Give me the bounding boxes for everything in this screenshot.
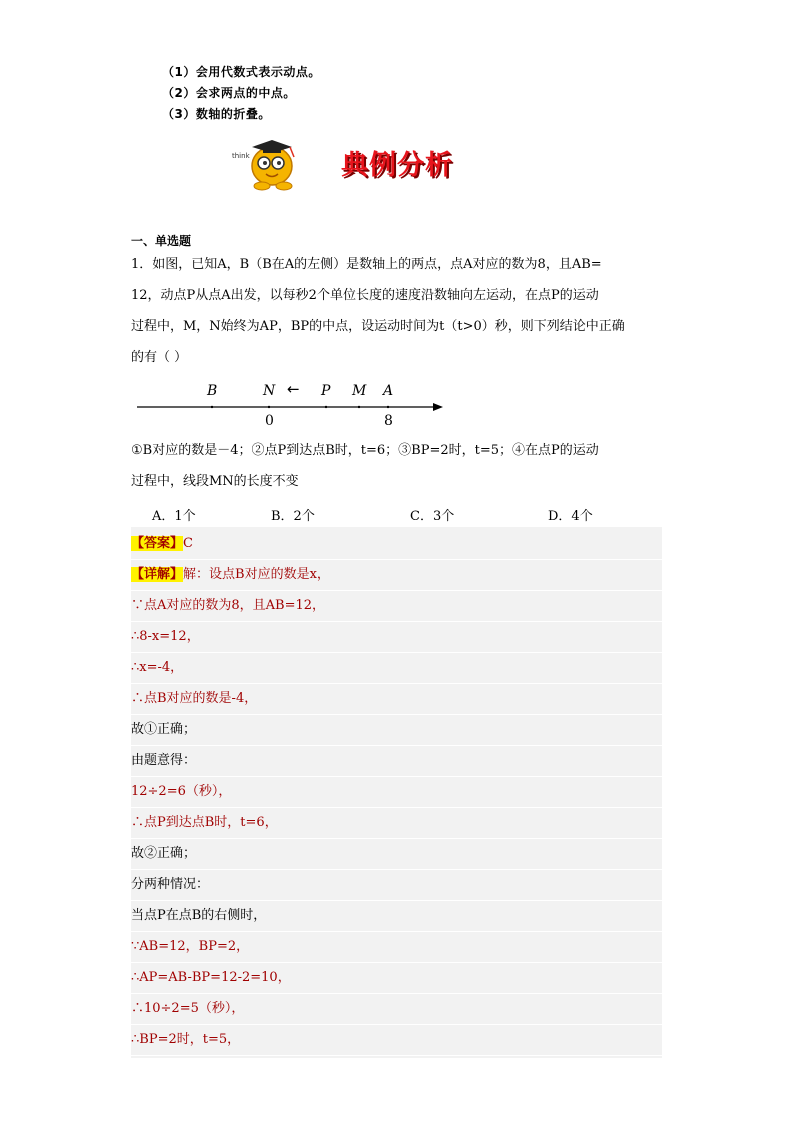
solution-line-8: 12÷2=6（秒），	[131, 777, 662, 808]
point-a-label: A	[383, 383, 394, 399]
option-c[interactable]: C．3个	[410, 509, 455, 524]
point-n-dot	[268, 406, 270, 408]
point-b-label: B	[207, 383, 218, 399]
number-line-figure	[135, 378, 455, 430]
tick-label-8: 8	[384, 413, 393, 429]
statements-line-1: ①B对应的数是－4；②点P到达点B时，t=6；③BP=2时，t=5；④在点P的运动	[131, 443, 599, 458]
point-p-label: P	[321, 383, 331, 399]
solution-line-4: ∴x=-4，	[131, 653, 662, 684]
objective-2: （2）会求两点的中点。	[162, 86, 296, 100]
objective-1: （1）会用代数式表示动点。	[162, 65, 321, 79]
question-stem-line-1: 1．如图，已知A，B（B在A的左侧）是数轴上的两点，点A对应的数为8，且AB=	[131, 257, 602, 272]
statements-line-2: 过程中，线段MN的长度不变	[131, 474, 299, 489]
solution-line-13: ∵AB=12，BP=2，	[131, 932, 662, 963]
objective-3: （3）数轴的折叠。	[162, 107, 271, 121]
solution-line-10: 故②正确；	[131, 839, 662, 870]
section-title: 一、单选题	[131, 234, 192, 248]
point-m-dot	[358, 406, 360, 408]
question-stem-line-4: 的有（ ）	[131, 350, 188, 365]
option-b[interactable]: B．2个	[271, 509, 315, 524]
number-line-arrowhead	[433, 403, 443, 411]
solution-line-2: ∵点A对应的数为8，且AB=12，	[131, 591, 662, 622]
answer-value: C	[183, 536, 193, 551]
point-b-dot	[211, 406, 213, 408]
solution-line-12: 当点P在点B的右侧时，	[131, 901, 662, 932]
point-p-dot	[325, 406, 327, 408]
section-banner-title: 典例分析	[341, 150, 453, 181]
solution-line-15: ∴10÷2=5（秒），	[131, 994, 662, 1025]
point-m-label: M	[352, 383, 367, 399]
question-stem-line-3: 过程中，M，N始终为AP，BP的中点，设运动时间为t（t>0）秒，则下列结论中正确	[131, 319, 625, 334]
solution-line-6: 故①正确；	[131, 715, 662, 746]
option-d[interactable]: D．4个	[548, 509, 593, 524]
solution-line-1: 解：设点B对应的数是x，	[183, 567, 330, 582]
solution-line-16: ∴BP=2时，t=5，	[131, 1025, 662, 1056]
solution-line-7: 由题意得：	[131, 746, 662, 777]
solution-line-14: ∴AP=AB-BP=12-2=10，	[131, 963, 662, 994]
answer-line	[131, 529, 662, 560]
solution-line-9: ∴点P到达点B时，t=6，	[131, 808, 662, 839]
solution-line-3: ∴8-x=12，	[131, 622, 662, 653]
answer-tag: 【答案】	[131, 536, 184, 551]
mascot-text: think	[232, 152, 250, 160]
tick-label-0: 0	[265, 413, 274, 429]
point-n-label: N	[263, 383, 276, 399]
point-a-dot	[387, 406, 389, 408]
option-a[interactable]: A．1个	[152, 509, 196, 524]
solution-line-11: 分两种情况：	[131, 870, 662, 901]
detail-tag: 【详解】	[131, 567, 184, 582]
motion-arrow: ←	[287, 380, 300, 398]
detail-line	[131, 560, 662, 591]
question-stem-line-2: 12，动点P从点A出发，以每秒2个单位长度的速度沿数轴向左运动，在点P的运动	[131, 288, 599, 303]
mascot-icon	[230, 136, 310, 192]
solution-line-5: ∴点B对应的数是-4，	[131, 684, 662, 715]
